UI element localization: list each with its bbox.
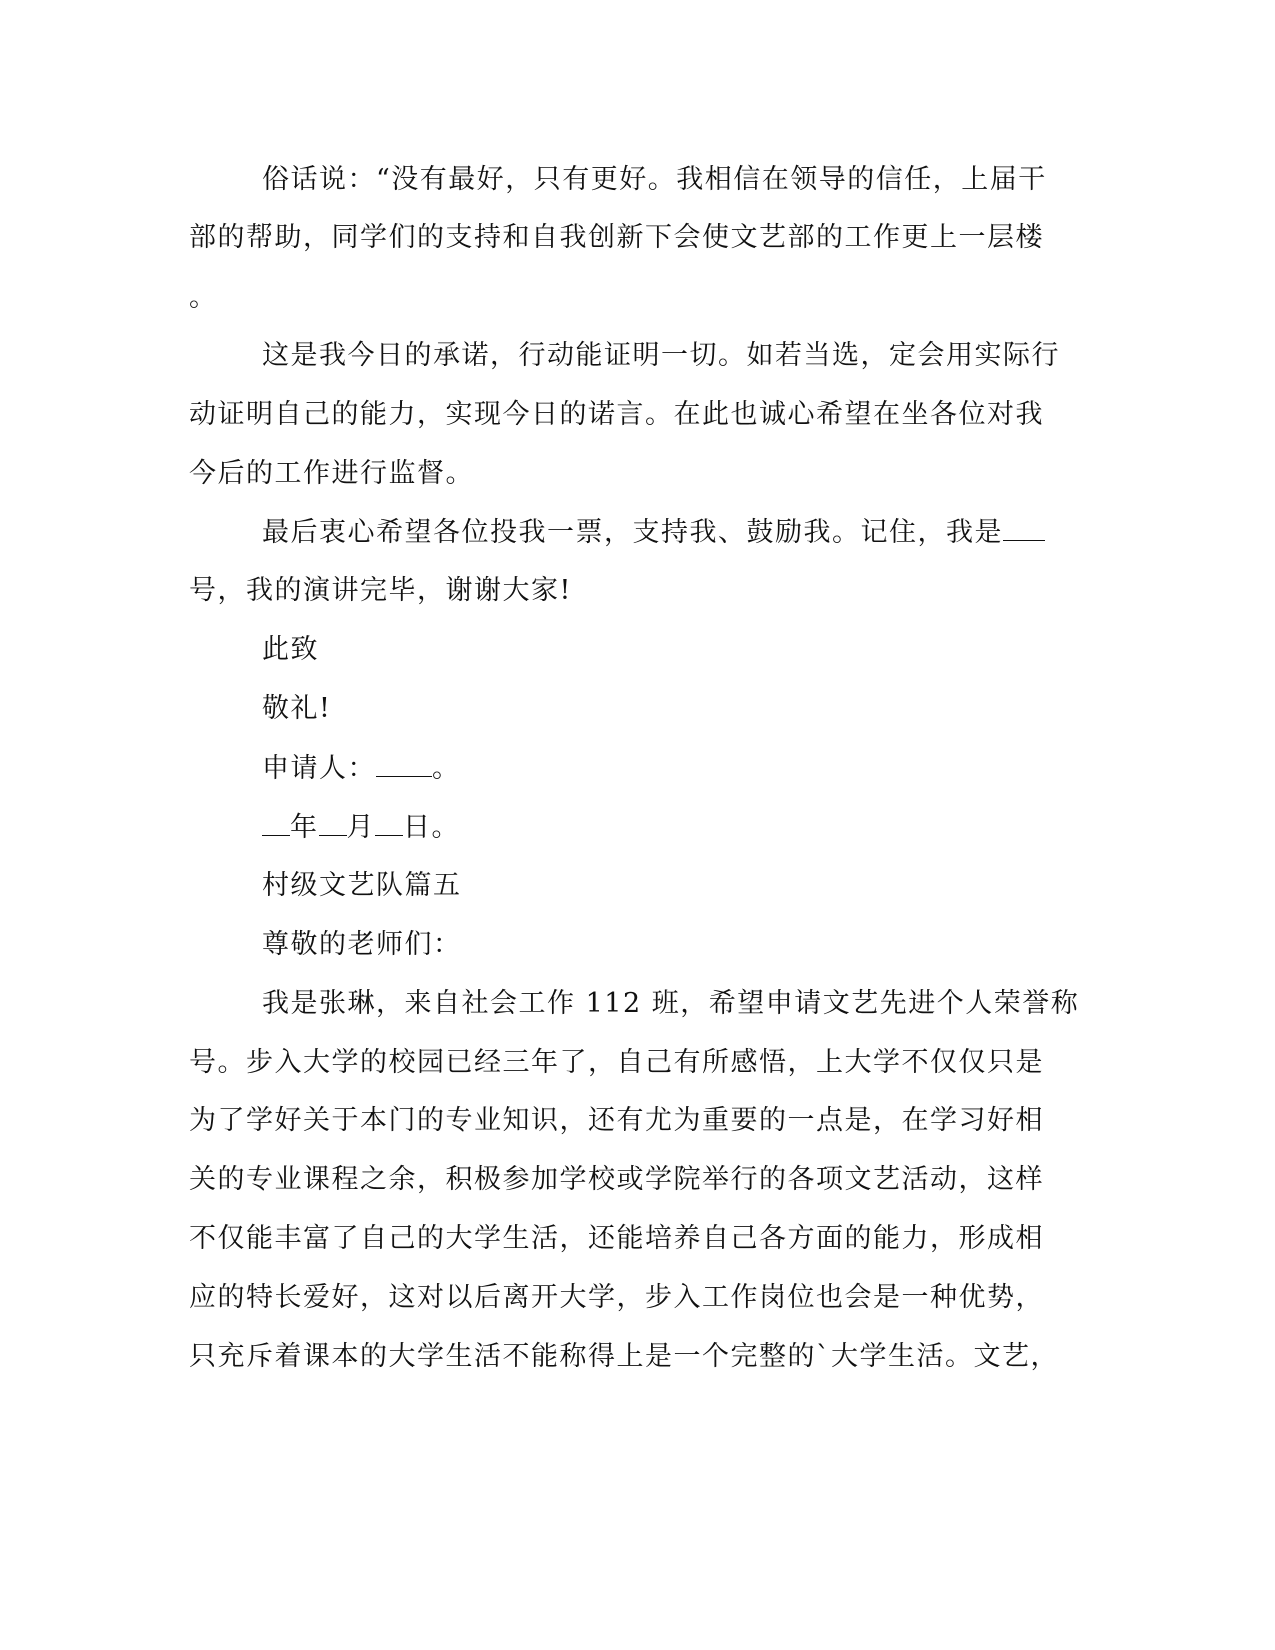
- paragraph-3-text: 最后衷心希望各位投我一票，支持我、鼓励我。记住，我是: [262, 517, 1003, 548]
- paragraph-1-line-3: 。: [189, 282, 218, 313]
- day-blank: [375, 809, 403, 836]
- date-month-label: 月: [346, 812, 375, 843]
- number-blank: [1003, 514, 1045, 541]
- final-paragraph-line-6: 应的特长爱好，这对以后离开大学，步入工作岗位也会是一种优势，: [189, 1282, 1044, 1313]
- paragraph-2-line-2: 动证明自己的能力，实现今日的诺言。在此也诚心希望在坐各位对我: [189, 399, 1044, 430]
- paragraph-1-line-1: 俗话说：“没有最好，只有更好。我相信在领导的信任，上届干: [262, 164, 1047, 195]
- applicant-line: [262, 750, 461, 787]
- applicant-end: 。: [432, 753, 461, 784]
- date-line: [262, 809, 460, 846]
- paragraph-3-line-1: [262, 514, 1045, 551]
- paragraph-2-line-3: 今后的工作进行监督。: [189, 458, 474, 489]
- paragraph-2-line-1: 这是我今日的承诺，行动能证明一切。如若当选，定会用实际行: [262, 340, 1060, 371]
- applicant-label: 申请人：: [262, 753, 376, 784]
- date-year-label: 年: [290, 812, 319, 843]
- closing-greeting-1: 此致: [262, 634, 319, 665]
- salutation: 尊敬的老师们：: [262, 929, 462, 960]
- final-paragraph-line-1: 我是张琳，来自社会工作 112 班，希望申请文艺先进个人荣誉称: [262, 988, 1080, 1019]
- final-paragraph-line-3: 为了学好关于本门的专业知识，还有尤为重要的一点是，在学习好相: [189, 1105, 1044, 1136]
- paragraph-3-line-2: 号，我的演讲完毕，谢谢大家!: [189, 575, 572, 606]
- paragraph-1-line-2: 部的帮助，同学们的支持和自我创新下会使文艺部的工作更上一层楼: [189, 222, 1044, 253]
- closing-greeting-2: 敬礼!: [262, 693, 332, 724]
- final-paragraph-line-2: 号。步入大学的校园已经三年了，自己有所感悟，上大学不仅仅只是: [189, 1047, 1044, 1078]
- section-title: 村级文艺队篇五: [262, 870, 462, 901]
- applicant-blank: [376, 750, 432, 777]
- date-day-label: 日。: [403, 812, 460, 843]
- final-paragraph-line-5: 不仅能丰富了自己的大学生活，还能培养自己各方面的能力，形成相: [189, 1223, 1044, 1254]
- final-paragraph-line-7: 只充斥着课本的大学生活不能称得上是一个完整的`大学生活。文艺，: [189, 1341, 1059, 1372]
- final-paragraph-line-4: 关的专业课程之余，积极参加学校或学院举行的各项文艺活动，这样: [189, 1164, 1044, 1195]
- year-blank: [262, 809, 290, 836]
- month-blank: [319, 809, 347, 836]
